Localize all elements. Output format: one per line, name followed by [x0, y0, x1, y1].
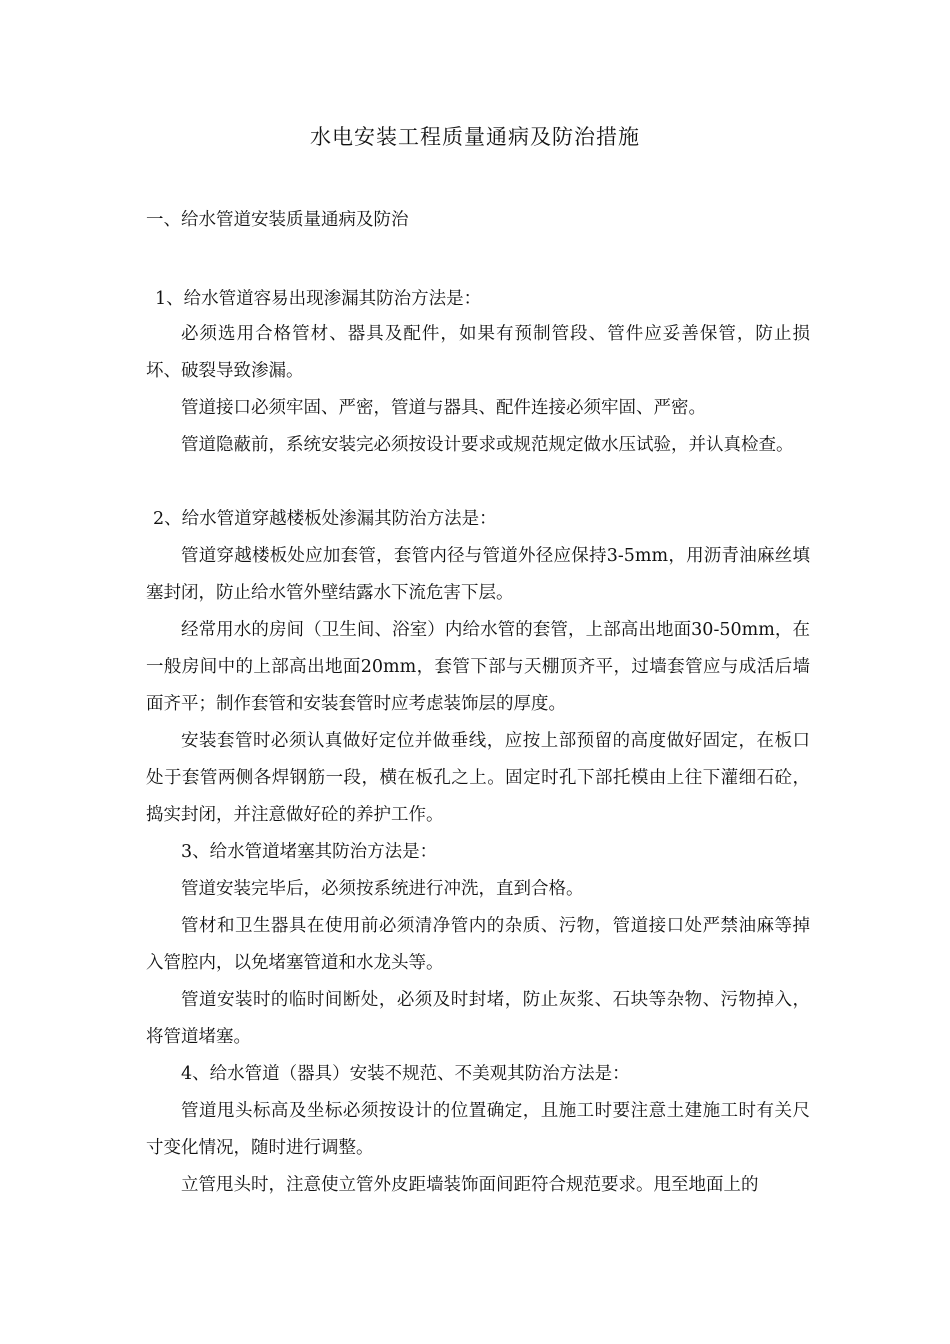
paragraph-6: 安装套管时必须认真做好定位并做垂线，应按上部预留的高度做好固定，在板口处于套管两侧各焊钢筋一段，横在板孔之上。固定时孔下部托模由上往下灌细石砼，捣实封闭，并注意做好砼的养护工作。: [146, 731, 810, 825]
paragraph-7: 管道安装完毕后，必须按系统进行冲洗，直到合格。: [181, 879, 584, 899]
paragraph-10: 管道甩头标高及坐标必须按设计的位置确定，且施工时要注意土建施工时有关尺寸变化情况，随时进行调整。: [146, 1101, 810, 1158]
subsection-heading-2: 2、给水管道穿越楼板处渗漏其防治方法是：: [153, 509, 497, 529]
subsection-heading-4: 4、给水管道（器具）安装不规范、不美观其防治方法是：: [181, 1064, 630, 1084]
section-heading: 一、给水管道安装质量通病及防治: [146, 210, 409, 230]
document-title: 水电安装工程质量通病及防治措施: [310, 125, 640, 149]
paragraph-3: 管道隐蔽前，系统安装完必须按设计要求或规范规定做水压试验，并认真检查。: [181, 435, 794, 455]
paragraph-11: 立管甩头时，注意使立管外皮距墙装饰面间距符合规范要求。甩至地面上的: [181, 1175, 759, 1195]
paragraph-2: 管道接口必须牢固、严密，管道与器具、配件连接必须牢固、严密。: [181, 398, 706, 418]
subsection-heading-1: 1、给水管道容易出现渗漏其防治方法是：: [155, 289, 482, 309]
paragraph-9: 管道安装时的临时间断处，必须及时封堵，防止灰浆、石块等杂物、污物掉入，将管道堵塞。: [146, 990, 810, 1047]
paragraph-1: 必须选用合格管材、器具及配件，如果有预制管段、管件应妥善保管，防止损坏、破裂导致渗漏。: [146, 324, 810, 381]
paragraph-8: 管材和卫生器具在使用前必须清净管内的杂质、污物，管道接口处严禁油麻等掉入管腔内，以免堵塞管道和水龙头等。: [146, 916, 810, 973]
subsection-heading-3: 3、给水管道堵塞其防治方法是：: [181, 842, 438, 862]
paragraph-4: 管道穿越楼板处应加套管，套管内径与管道外径应保持3-5mm，用沥青油麻丝填塞封闭，防止给水管外壁结露水下流危害下层。: [146, 546, 810, 603]
paragraph-5: 经常用水的房间（卫生间、浴室）内给水管的套管，上部高出地面30-50mm，在一般房间中的上部高出地面20mm，套管下部与天棚顶齐平，过墙套管应与成活后墙面齐平；制作套管和安装套管时应考虑装饰层的厚度。: [146, 620, 810, 714]
